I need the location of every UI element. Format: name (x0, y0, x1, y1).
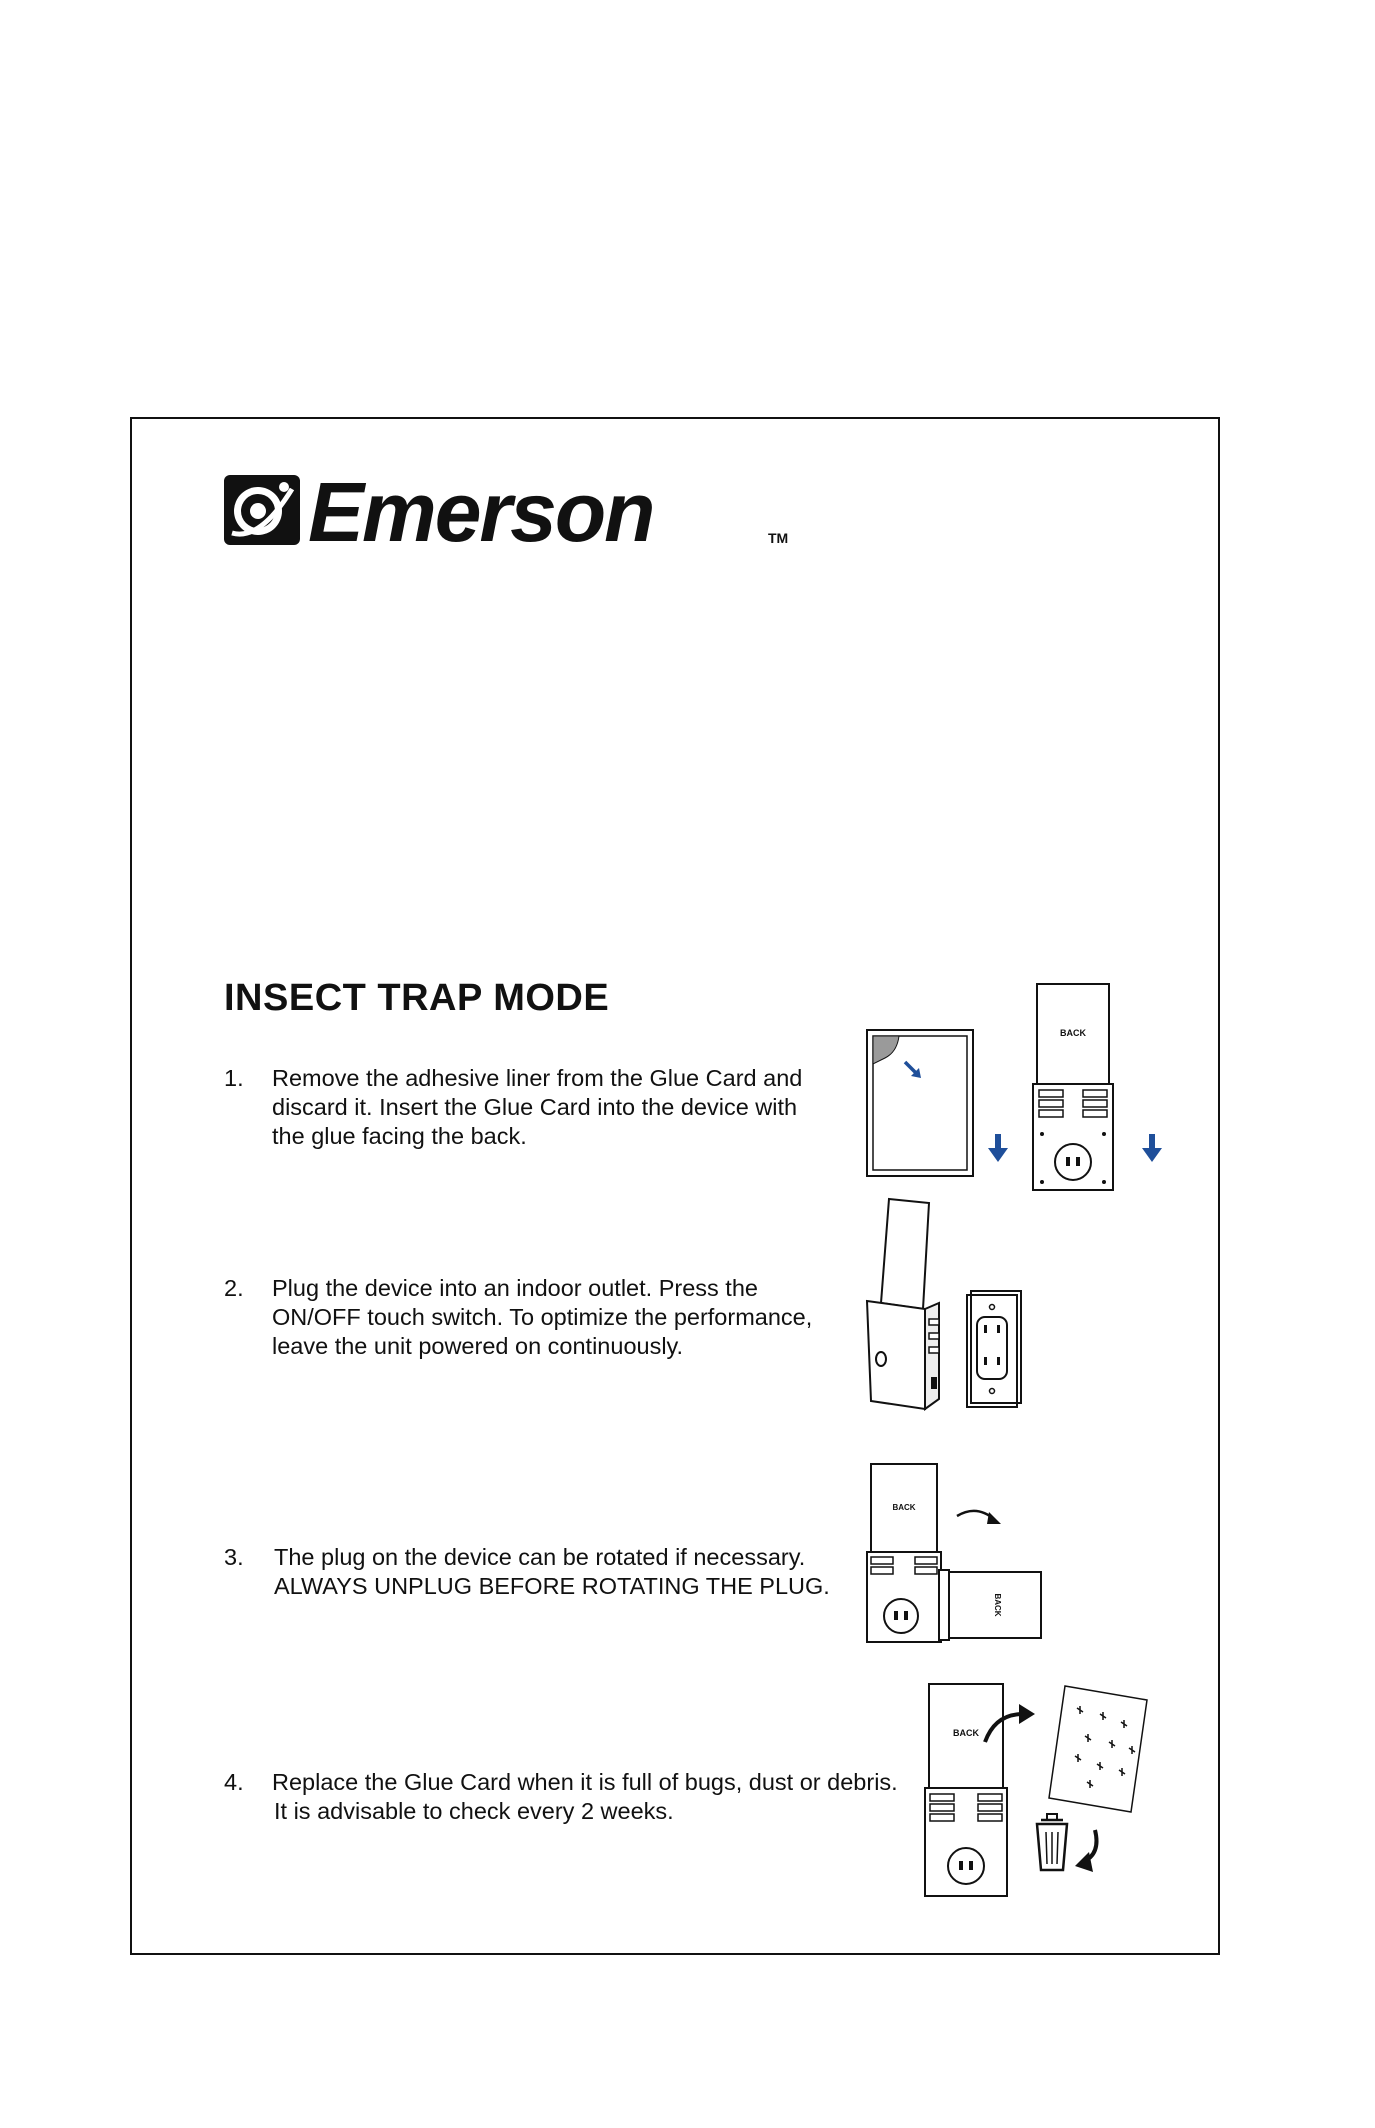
step-text-line: Replace the Glue Card when it is full of bugs, dust or debris. (272, 1769, 898, 1795)
rotate-arrow-icon (957, 1511, 1001, 1524)
step-text-line: Plug the device into an indoor outlet. Press the (272, 1275, 758, 1301)
step-text-line: ALWAYS UNPLUG BEFORE ROTATING THE PLUG. (274, 1573, 830, 1599)
back-label: BACK (993, 1593, 1002, 1617)
trap-device-icon (867, 1464, 941, 1642)
trash-bin-icon (1037, 1814, 1067, 1870)
trap-device-side-icon (867, 1199, 939, 1409)
step-number: 2. (224, 1275, 244, 1301)
back-label: BACK (892, 1503, 916, 1512)
back-label: BACK (953, 1728, 979, 1738)
step-text-line: discard it. Insert the Glue Card into the device with (272, 1094, 798, 1120)
section-title: INSECT TRAP MODE (224, 977, 610, 1019)
step-text-line: leave the unit powered on continuously. (272, 1333, 684, 1359)
rotated-card-icon (939, 1570, 1041, 1640)
plug-into-outlet-illustration (867, 1199, 1037, 1414)
step-text-line: ON/OFF touch switch. To optimize the performance, (272, 1304, 813, 1330)
step-text-line: the glue facing the back. (272, 1123, 527, 1149)
trademark-mark: TM (768, 530, 789, 546)
step-text-line: The plug on the device can be rotated if necessary. (274, 1544, 806, 1570)
used-glue-card-icon (1049, 1686, 1147, 1812)
glue-card-insert-illustration (867, 984, 1187, 1194)
manual-page-frame (130, 417, 1220, 1955)
step-number: 3. (224, 1544, 244, 1570)
trap-device-icon (1033, 984, 1113, 1190)
replace-card-illustration (925, 1684, 1155, 1899)
glue-card-icon (867, 1030, 973, 1176)
down-arrow-icon (1142, 1134, 1162, 1162)
brand-name: Emerson (308, 471, 654, 559)
step-number: 4. (224, 1769, 244, 1795)
back-label: BACK (1060, 1028, 1086, 1038)
emerson-logo (222, 471, 822, 566)
rotate-plug-illustration (865, 1464, 1055, 1644)
step-text-line: It is advisable to check every 2 weeks. (274, 1798, 674, 1824)
wall-outlet-icon (967, 1291, 1021, 1407)
discard-arrow-icon (1075, 1830, 1097, 1872)
step-number: 1. (224, 1065, 244, 1091)
down-arrow-icon (988, 1134, 1008, 1162)
trap-device-icon (925, 1684, 1007, 1896)
step-text-line: Remove the adhesive liner from the Glue Card and (272, 1065, 803, 1091)
